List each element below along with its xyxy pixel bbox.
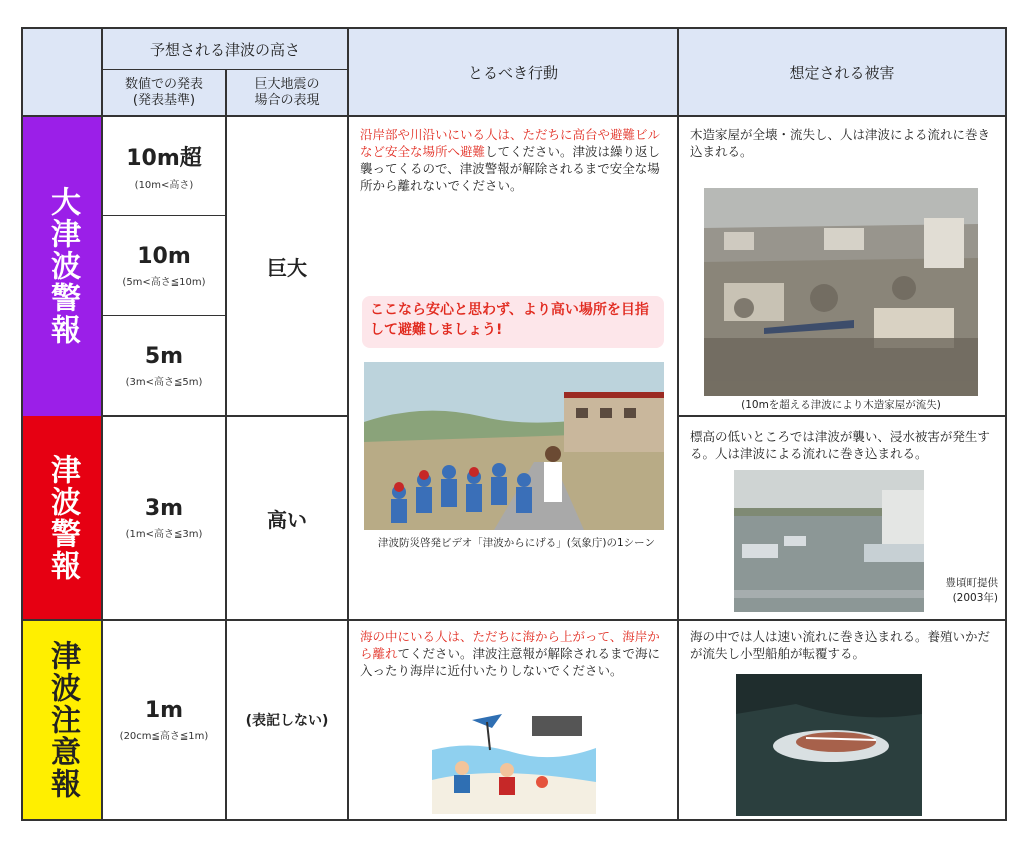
grid-line	[102, 69, 348, 70]
expression-warning	[226, 416, 348, 620]
header-action	[348, 28, 678, 116]
header-predicted-height-label: 予想される津波の高さ	[149, 40, 300, 59]
height-value: 3m	[144, 496, 184, 521]
action-advisory-text	[360, 628, 670, 679]
grid-line	[102, 215, 226, 216]
video-caption	[378, 536, 668, 551]
expression-major	[226, 116, 348, 416]
damage-warning-credit	[928, 576, 998, 606]
header-mega-quake	[226, 70, 348, 116]
header-mega-quake-label: 巨大地震の 場合の表現	[254, 77, 320, 108]
evacuation-video-image	[364, 362, 664, 530]
grid-line	[678, 415, 1006, 417]
damage-warning-credit-line1: 豊頃町提供	[945, 577, 998, 589]
header-damage-label: 想定される被害	[789, 63, 895, 82]
grid-line	[677, 27, 679, 821]
damage-warning-text-value: 標高の低いところでは津波が襲い、浸水被害が発生する。人は津波による流れに巻き込まれる。	[690, 429, 990, 461]
action-major-callout-text: ここなら安心と思わず、より高い場所を目指して避難しましょう!	[370, 302, 649, 338]
expression-warning-text: 高い	[267, 507, 307, 532]
beach-illustration	[432, 710, 596, 814]
level-warning-label: 津波警報	[45, 454, 80, 582]
level-tsunami-warning	[22, 416, 102, 620]
damage-warning-text	[690, 428, 1000, 462]
height-value: 10m超	[126, 146, 202, 171]
grid-line	[22, 619, 1007, 621]
header-numeric-label: 数値での発表 (発表基準)	[124, 77, 203, 108]
grid-line	[1005, 27, 1007, 821]
action-major-text	[360, 126, 668, 194]
header-damage	[678, 28, 1006, 116]
grid-line	[347, 27, 349, 821]
header-corner	[22, 28, 102, 116]
level-advisory-label: 津波注意報	[45, 640, 80, 800]
expression-advisory	[226, 620, 348, 820]
height-10m-over	[102, 116, 226, 216]
damage-major-text-value: 木造家屋が全壊・流失し、人は津波による流れに巻き込まれる。	[690, 127, 991, 159]
grid-line	[102, 315, 226, 316]
damage-advisory-text	[690, 628, 1000, 662]
grid-line	[22, 27, 1007, 29]
level-major-label: 大津波警報	[45, 186, 80, 346]
level-major-warning	[22, 116, 102, 416]
grid-line	[225, 69, 227, 821]
grid-line	[102, 415, 348, 417]
flooded-harbor-photo	[734, 470, 924, 612]
grid-line	[22, 115, 1007, 117]
height-5m	[102, 316, 226, 416]
height-value: 10m	[137, 244, 191, 269]
destroyed-houses-photo	[704, 188, 978, 396]
height-range: (5m<高さ≦10m)	[122, 277, 206, 288]
expression-major-text: 巨大	[267, 255, 307, 280]
action-major-callout	[362, 296, 664, 348]
level-tsunami-advisory	[22, 620, 102, 820]
action-advisory-emphasis2: 海岸から離れ	[360, 629, 660, 661]
height-range: (10m<高さ)	[134, 180, 194, 191]
grid-line	[22, 819, 1007, 821]
damage-major-caption-text: (10mを超える津波により木造家屋が流失)	[741, 399, 941, 411]
grid-line	[21, 27, 23, 821]
height-1m	[102, 620, 226, 820]
capsized-boat-photo	[736, 674, 922, 816]
height-value: 5m	[144, 344, 184, 369]
height-3m	[102, 416, 226, 620]
height-range: (1m<高さ≦3m)	[125, 529, 203, 540]
height-value: 1m	[144, 698, 184, 723]
height-range: (3m<高さ≦5m)	[125, 377, 203, 388]
damage-advisory-text-value: 海の中では人は速い流れに巻き込まれる。養殖いかだが流失し小型船舶が転覆する。	[690, 629, 991, 661]
damage-major-text	[690, 126, 1000, 160]
action-advisory-emphasis1: 海の中にいる人は、ただちに海から上がって、	[360, 629, 623, 644]
video-caption-text: 津波防災啓発ビデオ「津波からにげる」(気象庁)の1シーン	[378, 537, 655, 549]
damage-major-caption	[704, 398, 978, 413]
action-major-emphasis: 沿岸部や川沿いにいる人は、ただちに高台や避難ビルなど安全な場所へ避難	[360, 127, 661, 159]
header-numeric	[102, 70, 226, 116]
action-major-rest: してください。津波は繰り返し襲ってくるので、津波警報が解除されるまで安全な場所から離れないでください。	[360, 144, 661, 193]
expression-advisory-text: (表記しない)	[245, 713, 329, 729]
damage-warning-credit-line2: (2003年)	[952, 592, 998, 604]
grid-line	[101, 27, 103, 821]
header-action-label: とるべき行動	[467, 63, 558, 82]
header-predicted-height	[102, 28, 348, 70]
height-10m	[102, 216, 226, 316]
action-advisory-rest: てください。津波注意報が解除されるまで海に入ったり海岸に近付いたりしないでください。	[360, 646, 661, 678]
height-range: (20cm≦高さ≦1m)	[119, 731, 209, 742]
